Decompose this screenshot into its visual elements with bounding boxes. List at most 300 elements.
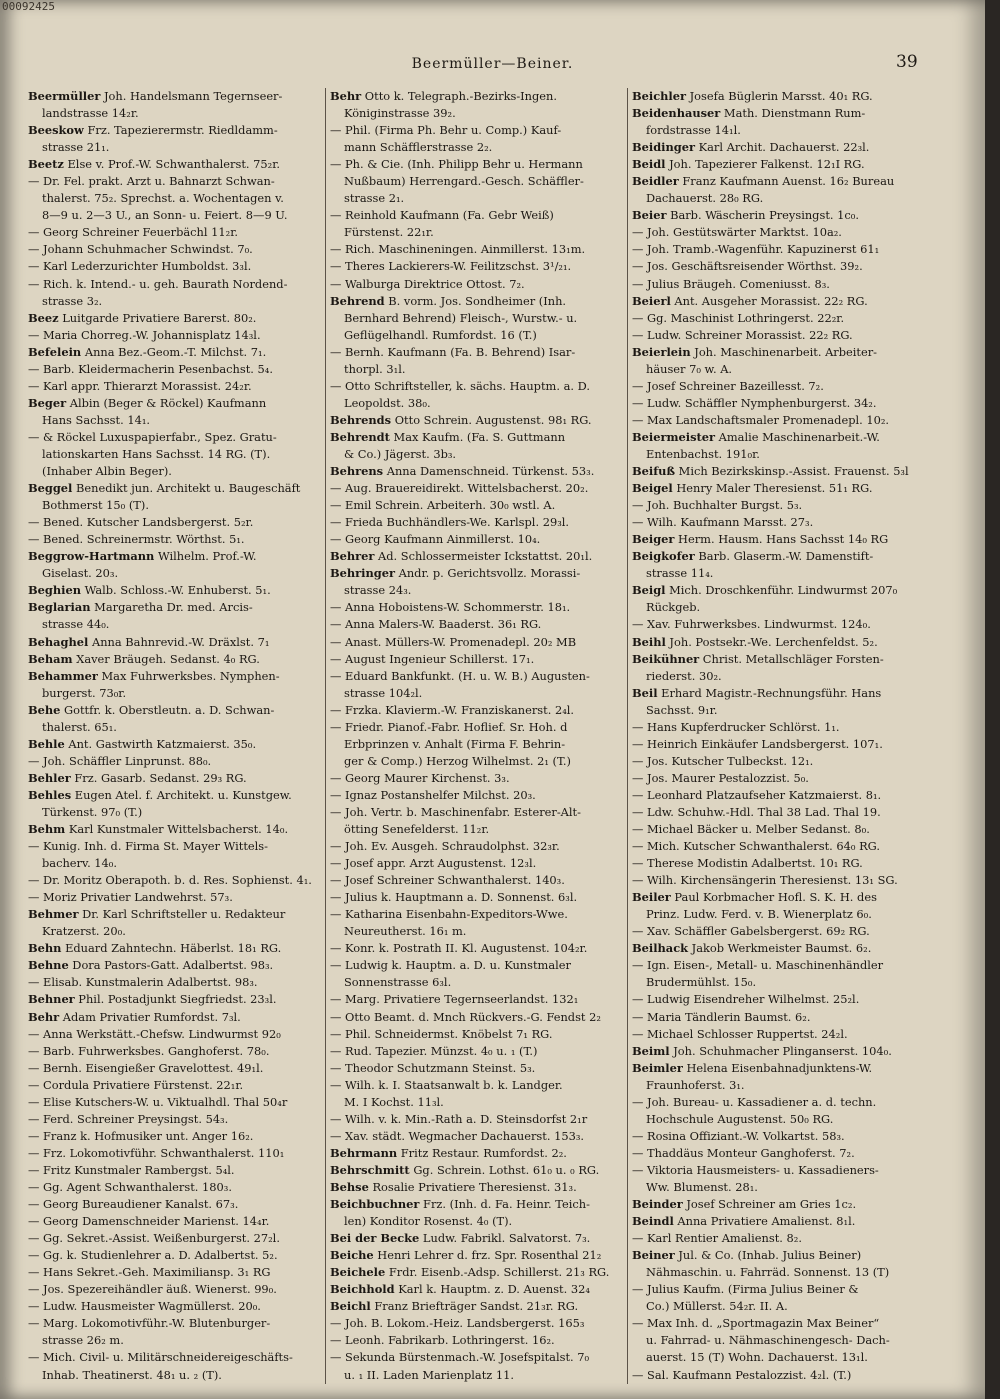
- archive-stamp: 00092425: [2, 0, 55, 13]
- entry-surname: Beikühner: [632, 651, 700, 666]
- directory-entry-line: [632, 685, 922, 702]
- entry-text: Anna Damenschneid. Türkenst. 53₃.: [383, 464, 595, 479]
- directory-entry-line: [330, 889, 626, 906]
- directory-entry-line: [28, 991, 324, 1008]
- entry-text: — Ferd. Schreiner Preysingst. 54₃.: [28, 1111, 229, 1126]
- directory-entry-line: [632, 821, 922, 838]
- entry-text: landstrasse 14₂r.: [42, 106, 139, 121]
- entry-text: (Inhaber Albin Beger).: [42, 464, 172, 479]
- entry-text: Josef Schreiner am Gries 1c₂.: [682, 1197, 857, 1212]
- directory-entry-line: [28, 88, 324, 105]
- directory-entry-line: [28, 855, 324, 872]
- entry-text: — August Ingenieur Schillerst. 17₁.: [330, 651, 535, 666]
- directory-entry-line: [28, 1026, 324, 1043]
- directory-entry-line: [330, 685, 626, 702]
- entry-text: Jul. & Co. (Inhab. Julius Beiner): [674, 1248, 862, 1263]
- entry-text: auerst. 15 (T) Wohn. Dachauerst. 13₁l.: [646, 1350, 868, 1365]
- directory-entry-line: [632, 1247, 922, 1264]
- directory-entry-line: [28, 634, 324, 651]
- directory-entry-line: [632, 1213, 922, 1230]
- directory-entry-line: [632, 463, 922, 480]
- directory-entry-line: [330, 1247, 626, 1264]
- entry-text: — Xav. Schäffler Gabelsbergerst. 69₂ RG.: [632, 924, 870, 939]
- directory-entry-line: [632, 241, 922, 258]
- entry-text: strasse 26₂ m.: [42, 1333, 124, 1348]
- directory-entry-line: [28, 1230, 324, 1247]
- directory-entry-line: [28, 1332, 324, 1349]
- directory-entry-line: [28, 105, 324, 122]
- entry-text: Andr. p. Gerichtsvollz. Morassi-: [394, 566, 581, 581]
- entry-text: — Ph. & Cie. (Inh. Philipp Behr u. Hermann: [330, 157, 583, 172]
- directory-entry-line: [28, 923, 324, 940]
- directory-entry-line: [632, 378, 922, 395]
- entry-text: fordstrasse 14₁l.: [646, 123, 741, 138]
- directory-entry-line: [330, 906, 626, 923]
- entry-text: — Walburga Direktrice Ottost. 7₂.: [330, 276, 525, 291]
- directory-entry-line: [632, 327, 922, 344]
- entry-text: Franz Briefträger Sandst. 21₃r. RG.: [370, 1299, 579, 1314]
- entry-text: Otto k. Telegraph.-Bezirks-Ingen.: [361, 89, 557, 103]
- directory-entry-line: [28, 480, 324, 497]
- entry-text: — Rud. Tapezier. Münzst. 4₀ u. ₁ (T.): [330, 1043, 538, 1058]
- directory-entry-line: [632, 940, 922, 957]
- directory-entry-line: [632, 582, 922, 599]
- entry-text: — Mich. Civil- u. Militärschneidereigeschäfts-: [28, 1350, 293, 1365]
- directory-entry-line: [28, 344, 324, 361]
- directory-entry-line: [330, 736, 626, 753]
- directory-entry-line: [632, 838, 922, 855]
- entry-text: — Leonhard Platzaufseher Katzmaierst. 8₁.: [632, 787, 882, 802]
- directory-entry-line: [330, 429, 626, 446]
- directory-entry-line: [330, 770, 626, 787]
- directory-entry-line: [330, 463, 626, 480]
- directory-entry-line: [28, 429, 324, 446]
- entry-surname: Beeskow: [28, 123, 84, 138]
- entry-text: — Dr. Fel. prakt. Arzt u. Bahnarzt Schwan-: [28, 174, 275, 189]
- entry-surname: Beindl: [632, 1214, 674, 1229]
- entry-text: Paul Korbmacher Hofl. S. K. H. des: [670, 890, 877, 905]
- directory-entry-line: [28, 974, 324, 991]
- directory-entry-line: [330, 582, 626, 599]
- directory-entry-line: [330, 957, 626, 974]
- directory-entry-line: [28, 395, 324, 412]
- directory-entry-line: [28, 293, 324, 310]
- entry-text: Sonnenstrasse 6₃l.: [344, 975, 452, 990]
- entry-text: Helena Eisenbahnadjunktens-W.: [682, 1060, 873, 1075]
- entry-text: bacherv. 14₀.: [42, 856, 117, 871]
- entry-text: — Ludwig Eisendreher Wilhelmst. 25₂l.: [632, 992, 860, 1007]
- directory-entry-line: [28, 190, 324, 207]
- entry-text: häuser 7₀ w. A.: [646, 361, 733, 376]
- entry-text: Herm. Hausm. Hans Sachsst 14₀ RG: [674, 532, 889, 547]
- entry-text: — Bernh. Kaufmann (Fa. B. Behrend) Isar-: [330, 344, 576, 359]
- directory-entry-line: [28, 173, 324, 190]
- directory-entry-line: [330, 838, 626, 855]
- entry-surname: Beghien: [28, 583, 81, 598]
- entry-text: — Joh. Bureau- u. Kassadiener a. d. techn.: [632, 1094, 877, 1109]
- directory-entry-line: [632, 1162, 922, 1179]
- directory-entry-line: [632, 770, 922, 787]
- entry-surname: Beichler: [632, 89, 686, 103]
- directory-entry-line: [28, 770, 324, 787]
- entry-text: thalerst. 65₁.: [42, 719, 117, 734]
- directory-entry-line: [330, 974, 626, 991]
- directory-entry-line: [330, 1060, 626, 1077]
- directory-entry-line: [632, 1077, 922, 1094]
- column-1: [28, 88, 324, 1384]
- directory-entry-line: [28, 258, 324, 275]
- entry-text: — Maria Tändlerin Baumst. 6₂.: [632, 1009, 811, 1024]
- directory-entry-line: [28, 241, 324, 258]
- entry-text: ger & Comp.) Herzog Wilhelmst. 2₁ (T.): [344, 753, 571, 768]
- entry-text: Josefa Büglerin Marsst. 40₁ RG.: [686, 89, 873, 103]
- directory-entry-line: [330, 1026, 626, 1043]
- entry-surname: Beier: [632, 208, 667, 223]
- entry-text: — Joh. Gestütswärter Marktst. 10a₂.: [632, 225, 842, 240]
- entry-text: — Michael Bäcker u. Melber Sedanst. 8₀.: [632, 822, 870, 837]
- entry-text: Kratzerst. 20₀.: [42, 924, 126, 939]
- directory-entry-line: [330, 1043, 626, 1060]
- directory-entry-line: [632, 906, 922, 923]
- column-3: [627, 88, 922, 1384]
- directory-entry-line: [28, 906, 324, 923]
- entry-surname: Beidenhauser: [632, 106, 721, 121]
- entry-text: Eugen Atel. f. Architekt. u. Kunstgew.: [71, 787, 292, 802]
- entry-text: Franz Kaufmann Auenst. 16₂ Bureau: [678, 174, 895, 189]
- entry-text: u. Fahrrad- u. Nähmaschinengesch- Dach-: [646, 1333, 890, 1348]
- directory-entry-line: [28, 957, 324, 974]
- entry-surname: Befelein: [28, 344, 82, 359]
- directory-entry-line: [330, 923, 626, 940]
- entry-text: — Anna Malers-W. Baaderst. 36₁ RG.: [330, 617, 542, 632]
- directory-entry-line: [632, 804, 922, 821]
- entry-text: Joh. Schuhmacher Plinganserst. 104₀.: [669, 1043, 892, 1058]
- entry-text: Nußbaum) Herrengard.-Gesch. Schäffler-: [344, 174, 584, 189]
- entry-text: M. I Kochst. 11₃l.: [344, 1094, 444, 1109]
- entry-text: Königinstrasse 39₂.: [344, 106, 456, 121]
- entry-text: — Mich. Kutscher Schwanthalerst. 64₀ RG.: [632, 839, 880, 854]
- entry-text: Mich Bezirkskinsp.-Assist. Frauenst. 5₃l: [675, 464, 909, 479]
- directory-entry-line: [28, 1349, 324, 1366]
- entry-text: — Fritz Kunstmaler Rambergst. 5₄l.: [28, 1162, 235, 1177]
- entry-text: — Barb. Fuhrwerksbes. Ganghoferst. 78₀.: [28, 1043, 270, 1058]
- entry-text: Max Kaufm. (Fa. S. Guttmann: [389, 429, 566, 444]
- directory-entry-line: [28, 736, 324, 753]
- directory-entry-line: [632, 276, 922, 293]
- directory-entry-line: [28, 1213, 324, 1230]
- directory-entry-line: [28, 599, 324, 616]
- entry-text: — Max Inh. d. „Sportmagazin Max Beiner“: [632, 1316, 880, 1331]
- entry-text: Frz. (Inh. d. Fa. Heinr. Teich-: [419, 1197, 590, 1212]
- entry-text: B. vorm. Jos. Sondheimer (Inh.: [384, 293, 567, 308]
- entry-surname: Behr: [330, 89, 362, 103]
- directory-entry-line: [28, 582, 324, 599]
- directory-entry-line: [330, 1213, 626, 1230]
- directory-entry-line: [28, 1043, 324, 1060]
- directory-entry-line: [28, 1196, 324, 1213]
- entry-text: burgerst. 73₀r.: [42, 685, 127, 700]
- entry-text: — Frieda Buchhändlers-We. Karlspl. 29₃l.: [330, 515, 570, 530]
- entry-text: Co.) Müllerst. 54₂r. II. A.: [646, 1299, 788, 1314]
- directory-entry-line: [632, 1332, 922, 1349]
- entry-text: Mich. Droschkenführ. Lindwurmst 207₀: [665, 583, 898, 598]
- entry-surname: Behmer: [28, 907, 79, 922]
- entry-text: — Anna Hoboistens-W. Schommerstr. 18₁.: [330, 600, 571, 615]
- entry-text: Jakob Werkmeister Baumst. 6₂.: [688, 941, 872, 956]
- entry-text: ötting Senefelderst. 11₂r.: [344, 822, 490, 837]
- directory-entry-line: [632, 548, 922, 565]
- entry-surname: Beiner: [632, 1248, 675, 1263]
- entry-text: — Josef appr. Arzt Augustenst. 12₃l.: [330, 856, 537, 871]
- entry-text: Leopoldst. 38₀.: [344, 395, 431, 410]
- entry-text: Margaretha Dr. med. Arcis-: [90, 600, 253, 615]
- entry-text: — Gg. Sekret.-Assist. Weißenburgerst. 27₂l.: [28, 1231, 280, 1246]
- directory-entry-line: [28, 361, 324, 378]
- directory-entry-line: [330, 310, 626, 327]
- directory-entry-line: [28, 1094, 324, 1111]
- directory-entry-line: [330, 1196, 626, 1213]
- directory-entry-line: [632, 923, 922, 940]
- directory-entry-line: [632, 991, 922, 1008]
- directory-entry-line: [632, 122, 922, 139]
- directory-entry-line: [330, 548, 626, 565]
- directory-entry-line: [330, 1111, 626, 1128]
- entry-text: strasse 44₀.: [42, 617, 110, 632]
- directory-entry-line: [632, 361, 922, 378]
- directory-entry-line: [330, 412, 626, 429]
- directory-entry-line: [632, 668, 922, 685]
- directory-entry-line: [28, 1162, 324, 1179]
- directory-entry-line: [632, 412, 922, 429]
- entry-text: Phil. Postadjunkt Siegfriedst. 23₃l.: [74, 992, 277, 1007]
- entry-text: — Anna Werkstätt.-Chefsw. Lindwurmst 92₀: [28, 1026, 281, 1041]
- entry-text: — Friedr. Pianof.-Fabr. Hoflief. Sr. Hoh. d: [330, 719, 568, 734]
- entry-surname: Behne: [28, 958, 69, 973]
- directory-entry-line: [330, 821, 626, 838]
- directory-entry-line: [632, 565, 922, 582]
- directory-entry-line: [330, 1349, 626, 1366]
- entry-text: Bernhard Behrend) Fleisch-, Wurstw.- u.: [344, 310, 578, 325]
- entry-text: — Konr. k. Postrath II. Kl. Augustenst. 104₂r.: [330, 941, 588, 956]
- entry-text: Karl k. Hauptm. z. D. Auenst. 32₄: [394, 1282, 590, 1297]
- entry-text: — Emil Schrein. Arbeiterh. 30₀ wstl. A.: [330, 498, 556, 513]
- directory-entry-line: [28, 1179, 324, 1196]
- directory-entry-line: [330, 1230, 626, 1247]
- entry-surname: Beierl: [632, 293, 671, 308]
- directory-entry-line: [632, 787, 922, 804]
- entry-surname: Behr: [28, 1009, 60, 1024]
- entry-text: Else v. Prof.-W. Schwanthalerst. 75₂r.: [63, 157, 281, 172]
- directory-entry-line: [28, 940, 324, 957]
- entry-text: — Rich. Maschineningen. Ainmillerst. 13₁m.: [330, 242, 586, 257]
- entry-text: Luitgarde Privatiere Barerst. 80₂.: [58, 310, 257, 325]
- directory-entry-line: [28, 821, 324, 838]
- entry-text: strasse 11₄.: [646, 566, 714, 581]
- entry-surname: Beihl: [632, 634, 666, 649]
- directory-entry-line: [330, 446, 626, 463]
- entry-text: Erbprinzen v. Anhalt (Firma F. Behrin-: [344, 736, 566, 751]
- directory-entry-line: [330, 480, 626, 497]
- directory-entry-line: [28, 1009, 324, 1026]
- directory-entry-line: [28, 685, 324, 702]
- directory-entry-line: [330, 378, 626, 395]
- directory-entry-line: [330, 753, 626, 770]
- directory-entry-line: [330, 241, 626, 258]
- directory-entry-line: [28, 1060, 324, 1077]
- entry-text: mann Schäfflerstrasse 2₂.: [344, 140, 493, 155]
- entry-text: — Ign. Eisen-, Metall- u. Maschinenhändler: [632, 958, 884, 973]
- entry-text: — Karl appr. Thierarzt Morassist. 24₂r.: [28, 378, 252, 393]
- entry-surname: Beichbuchner: [330, 1197, 420, 1212]
- directory-entry-line: [330, 122, 626, 139]
- entry-surname: Behrmann: [330, 1145, 398, 1160]
- entry-surname: Beham: [28, 651, 73, 666]
- entry-text: — Barb. Kleidermacherin Pesenbachst. 5₄.: [28, 361, 273, 376]
- entry-text: Anna Bez.-Geom.-T. Milchst. 7₁.: [81, 344, 267, 359]
- directory-entry-line: [28, 872, 324, 889]
- entry-surname: Behrendt: [330, 429, 390, 444]
- entry-text: len) Konditor Rosenst. 4₀ (T).: [344, 1214, 513, 1229]
- entry-text: — Hans Kupferdrucker Schlörst. 1₁.: [632, 719, 840, 734]
- directory-entry-line: [28, 122, 324, 139]
- entry-text: — Frzka. Klavierm.-W. Franziskanerst. 2₄l.: [330, 702, 575, 717]
- directory-entry-line: [28, 531, 324, 548]
- directory-entry-line: [330, 1077, 626, 1094]
- entry-surname: Behle: [28, 736, 65, 751]
- directory-entry-line: [28, 787, 324, 804]
- entry-text: riederst. 30₂.: [646, 668, 722, 683]
- entry-text: Bothmerst 15₀ (T).: [42, 498, 149, 513]
- directory-entry-line: [330, 224, 626, 241]
- directory-entry-line: [28, 276, 324, 293]
- directory-entry-line: [28, 1111, 324, 1128]
- directory-entry-line: [330, 1094, 626, 1111]
- directory-entry-line: [632, 974, 922, 991]
- entry-text: u. ₁ II. Laden Marienplatz 11.: [344, 1367, 515, 1382]
- entry-text: Inhab. Theatinerst. 48₁ u. ₂ (T).: [42, 1367, 222, 1382]
- directory-entry-line: [28, 1247, 324, 1264]
- entry-text: Dr. Karl Schriftsteller u. Redakteur: [78, 907, 286, 922]
- entry-text: — Hans Sekret.-Geh. Maximiliansp. 3₁ RG: [28, 1265, 271, 1280]
- directory-entry-line: [28, 565, 324, 582]
- directory-entry-line: [632, 702, 922, 719]
- entry-text: Ww. Blumenst. 28₁.: [646, 1180, 758, 1194]
- directory-entry-line: [330, 531, 626, 548]
- directory-entry-line: [28, 616, 324, 633]
- entry-text: Frdr. Eisenb.-Adsp. Schillerst. 21₃ RG.: [385, 1265, 610, 1280]
- directory-entry-line: [330, 258, 626, 275]
- entry-surname: Beiche: [330, 1248, 374, 1263]
- entry-text: — Maria Chorreg.-W. Johannisplatz 14₃l.: [28, 327, 261, 342]
- directory-entry-line: [632, 616, 922, 633]
- directory-entry-line: [330, 276, 626, 293]
- directory-entry-line: [632, 651, 922, 668]
- entry-surname: Beimler: [632, 1060, 683, 1075]
- directory-entry-line: [632, 1128, 922, 1145]
- entry-text: — Rosina Offiziant.-W. Volkartst. 58₃.: [632, 1128, 845, 1143]
- directory-entry-line: [28, 668, 324, 685]
- directory-entry-line: [632, 258, 922, 275]
- entry-text: — Julius k. Hauptmann a. D. Sonnenst. 6₃l.: [330, 890, 578, 905]
- directory-entry-line: [330, 804, 626, 821]
- directory-entry-line: [330, 173, 626, 190]
- entry-text: Entenbachst. 191₀r.: [646, 446, 760, 461]
- entry-text: Brudermühlst. 15₀.: [646, 975, 757, 990]
- entry-surname: Behrschmitt: [330, 1162, 410, 1177]
- entry-text: — Anast. Müllers-W. Promenadepl. 20₂ MB: [330, 634, 577, 649]
- directory-entry-line: [28, 804, 324, 821]
- entry-surname: Beichhold: [330, 1282, 395, 1297]
- directory-entry-line: [28, 889, 324, 906]
- directory-entry-line: [28, 719, 324, 736]
- entry-text: Anna Bahnrevid.-W. Dräxlst. 7₁: [88, 634, 270, 649]
- entry-text: — Theres Lackierers-W. Feilitzschst. 3¹/₂₁.: [330, 259, 572, 274]
- directory-entry-line: [632, 514, 922, 531]
- entry-text: — Ludw. Hausmeister Wagmüllerst. 20₀.: [28, 1299, 261, 1314]
- entry-text: — Xav. städt. Wegmacher Dachauerst. 153₃.: [330, 1128, 585, 1143]
- entry-text: — & Röckel Luxuspapierfabr., Spez. Gratu-: [28, 429, 277, 444]
- directory-entry-line: [330, 599, 626, 616]
- entry-text: — Cordula Privatiere Fürstenst. 22₁r.: [28, 1077, 244, 1092]
- directory-entry-line: [632, 1367, 922, 1384]
- entry-text: Dora Pastors-Gatt. Adalbertst. 98₃.: [68, 958, 274, 973]
- entry-surname: Beigkofer: [632, 549, 695, 564]
- entry-surname: Behm: [28, 822, 66, 837]
- directory-entry-line: [330, 719, 626, 736]
- entry-text: Nähmaschin. u. Fahrräd. Sonnenst. 13 (T): [646, 1265, 890, 1280]
- entry-text: Erhard Magistr.-Rechnungsführ. Hans: [657, 685, 882, 700]
- directory-entry-line: [632, 344, 922, 361]
- entry-text: — Karl Lederzurichter Humboldst. 3₃l.: [28, 259, 252, 274]
- entry-text: strasse 3₂.: [42, 293, 103, 308]
- entry-text: — Rich. k. Intend.- u. geh. Baurath Nordend-: [28, 276, 288, 291]
- entry-text: Gottfr. k. Oberstleutn. a. D. Schwan-: [60, 702, 275, 717]
- entry-text: — Michael Schlosser Ruppertst. 24₂l.: [632, 1026, 848, 1041]
- entry-surname: Bei der Becke: [330, 1231, 420, 1246]
- directory-entry-line: [28, 1298, 324, 1315]
- entry-surname: Behles: [28, 787, 72, 802]
- directory-entry-line: [28, 310, 324, 327]
- entry-text: Gg. Schrein. Lothst. 61₀ u. ₀ RG.: [409, 1162, 600, 1177]
- directory-entry-line: [632, 105, 922, 122]
- entry-text: — Johann Schuhmacher Schwindst. 7₀.: [28, 242, 253, 257]
- directory-entry-line: [632, 395, 922, 412]
- entry-surname: Beez: [28, 310, 59, 325]
- entry-text: Sachsst. 9₁r.: [646, 702, 718, 717]
- entry-text: & Co.) Jägerst. 3b₃.: [344, 446, 457, 461]
- entry-text: Ad. Schlossermeister Ickstattst. 20₁l.: [374, 549, 593, 564]
- directory-entry-line: [28, 1315, 324, 1332]
- directory-entry-line: [28, 378, 324, 395]
- entry-surname: Behn: [28, 941, 62, 956]
- directory-entry-line: [632, 156, 922, 173]
- entry-text: — Georg Kaufmann Ainmillerst. 10₄.: [330, 532, 541, 547]
- directory-entry-line: [632, 736, 922, 753]
- entry-surname: Beigl: [632, 583, 666, 598]
- entry-text: Benedikt jun. Architekt u. Baugeschäft: [72, 481, 301, 496]
- directory-entry-line: [28, 651, 324, 668]
- entry-surname: Behaghel: [28, 634, 89, 649]
- entry-text: — Georg Schreiner Feuerbächl 11₂r.: [28, 225, 239, 240]
- entry-text: Giselast. 20₃.: [42, 566, 119, 581]
- directory-entry-line: [632, 224, 922, 241]
- entry-text: — Heinrich Einkäufer Landsbergerst. 107₁.: [632, 736, 883, 751]
- directory-entry-line: [632, 855, 922, 872]
- directory-entry-line: [632, 88, 922, 105]
- entry-text: Anna Privatiere Amalienst. 8₁l.: [673, 1214, 856, 1229]
- directory-entry-line: [632, 957, 922, 974]
- entry-text: — Franz k. Hofmusiker unt. Anger 16₂.: [28, 1128, 254, 1143]
